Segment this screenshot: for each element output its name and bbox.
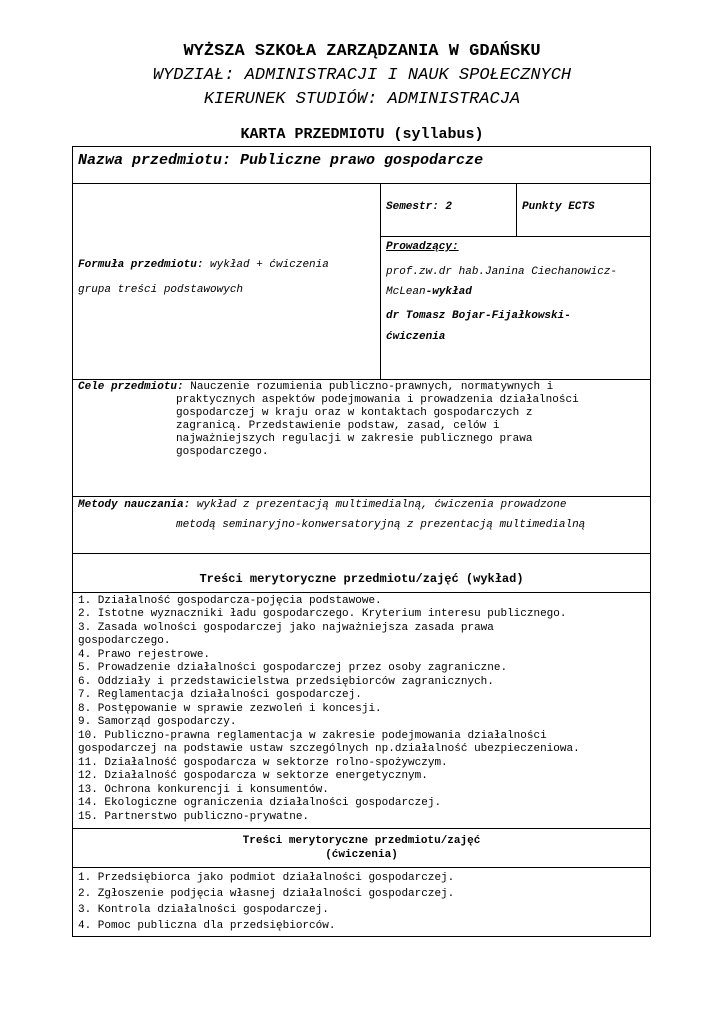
list-item: 1. Przedsiębiorca jako podmiot działalności gospodarczej. (78, 872, 455, 884)
methods-line-1: Metody nauczania: wykład z prezentacją multimedialną, ćwiczenia prowadzone (78, 499, 567, 511)
formula-value: wykład + ćwiczenia (203, 259, 329, 271)
list-item: 3. Zasada wolności gospodarczej jako najważniejsza zasada prawa (78, 622, 494, 634)
lecturer-1-cont: McLean-wykład (386, 286, 472, 298)
list-item: 11. Działalność gospodarcza w sektorze rolno-spożywczym. (78, 757, 448, 769)
lecturer-2-cont: ćwiczenia (386, 331, 446, 343)
lecturer-1: prof.zw.dr hab.Janina Ciechanowicz- (386, 266, 618, 278)
list-item: 2. Zgłoszenie podjęcia własnej działalności gospodarczej. (78, 888, 455, 900)
lecturer-2: dr Tomasz Bojar-Fijałkowski- (386, 310, 571, 322)
list-item: gospodarczego. (78, 635, 171, 647)
list-item: 5. Prowadzenie działalności gospodarczej przez osoby zagraniczne. (78, 662, 508, 674)
lecture-content-header (72, 553, 651, 593)
school-name: WYŻSZA SZKOŁA ZARZĄDZANIA W GDAŃSKU (183, 42, 541, 61)
exercise-content-title: Treści merytoryczne przedmiotu/zajęć (242, 835, 481, 847)
list-item: 6. Oddziały i przedstawicielstwa przedsiębiorców zagranicznych. (78, 676, 494, 688)
list-item: 2. Istotne wyznaczniki ładu gospodarczego. Kryterium interesu publicznego. (78, 608, 567, 620)
list-item: 12. Działalność gospodarcza w sektorze energetycznym. (78, 770, 428, 782)
list-item: gospodarczej na podstawie ustaw szczególnych np.działalność ubezpieczeniowa. (78, 743, 580, 755)
goals-line-1: praktycznych aspektów podejmowania i prowadzenia działalności (176, 394, 579, 406)
field-of-study: KIERUNEK STUDIÓW: ADMINISTRACJA (203, 90, 521, 109)
list-item: 10. Publiczno-prawna reglamentacja w zakresie podejmowania działalności (78, 730, 547, 742)
exercise-content-subtitle: (ćwiczenia) (325, 849, 398, 861)
semester: Semestr: 2 (386, 201, 453, 213)
formula-label: Formuła przedmiotu: (78, 259, 204, 271)
goals-line-2: gospodarczej w kraju oraz w kontaktach gospodarczych z (176, 407, 533, 419)
list-item: 3. Kontrola działalności gospodarczej. (78, 904, 329, 916)
methods-label: Metody nauczania: (78, 499, 191, 511)
subject-name: Nazwa przedmiotu: Publiczne prawo gospodarcze (78, 152, 484, 169)
goals-line-3: zagranicą. Przedstawienie podstaw, zasad, celów i (176, 420, 500, 432)
goals-row (72, 379, 651, 497)
goals-line-5: gospodarczego. (176, 446, 269, 458)
lecture-content-title: Treści merytoryczne przedmiotu/zajęć (wykład) (199, 572, 524, 586)
exercise-content-list (72, 867, 651, 937)
exercise-content-header (72, 828, 651, 868)
list-item: 4. Prawo rejestrowe. (78, 649, 211, 661)
goals-line-0: Cele przedmiotu: Nauczenie rozumienia publiczno-prawnych, normatywnych i (78, 381, 554, 393)
list-item: 1. Działalność gospodarcza-pojęcia podstawowe. (78, 595, 382, 607)
card-title: KARTA PRZEDMIOTU (syllabus) (240, 126, 484, 143)
methods-row (72, 496, 651, 554)
goals-line-4: najważniejszych regulacji w zakresie publicznego prawa (176, 433, 533, 445)
ects-points: Punkty ECTS (522, 201, 595, 213)
faculty-name: WYDZIAŁ: ADMINISTRACJI I NAUK SPOŁECZNYCH (152, 66, 572, 85)
list-item: 14. Ekologiczne ograniczenia działalności gospodarczej. (78, 797, 442, 809)
lecturers-label: Prowadzący: (386, 241, 459, 253)
content-group: grupa treści podstawowych (78, 284, 244, 296)
lecture-content-list (72, 592, 651, 829)
subject-row (72, 146, 651, 184)
list-item: 13. Ochrona konkurencji i konsumentów. (78, 784, 329, 796)
goals-label: Cele przedmiotu: (78, 381, 184, 393)
list-item: 15. Partnerstwo publiczno-prywatne. (78, 811, 310, 823)
list-item: 8. Postępowanie w sprawie zezwoleń i koncesji. (78, 703, 382, 715)
list-item: 4. Pomoc publiczna dla przedsiębiorców. (78, 920, 336, 932)
list-item: 9. Samorząd gospodarczy. (78, 716, 237, 728)
formula-line (78, 259, 329, 272)
info-row (72, 183, 651, 380)
methods-line-2: metodą seminaryjno-konwersatoryjną z prezentacją multimedialną (176, 519, 586, 531)
list-item: 7. Reglamentacja działalności gospodarczej. (78, 689, 362, 701)
